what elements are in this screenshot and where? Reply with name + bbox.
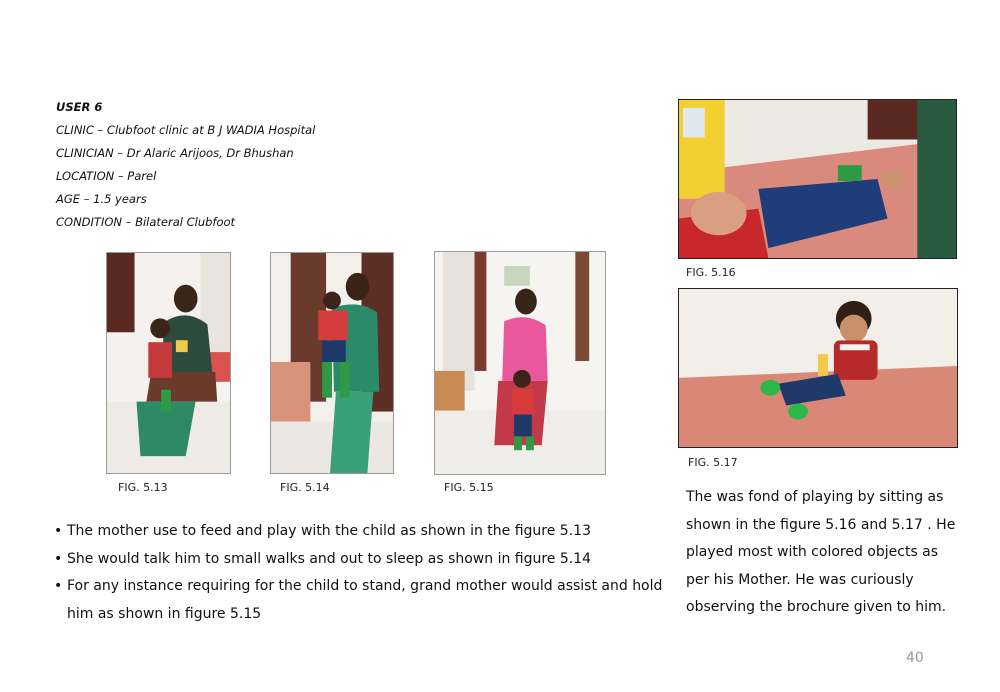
list-item: • She would talk him to small walks and out to sleep as shown in figure 5.14	[54, 546, 674, 574]
list-item: • The mother use to feed and play with the child as shown in the figure 5.13	[54, 518, 674, 546]
observation-paragraph: The was fond of playing by sitting as shown in the figure 5.16 and 5.17 . He played most with colored objects as per his Mother. He was curiously observing the brochure given to him.	[686, 489, 956, 616]
photo-fig-5-13	[106, 252, 231, 474]
caption-fig-5-16: FIG. 5.16	[686, 266, 736, 279]
user-heading: USER 6	[56, 100, 103, 114]
user-info-block	[56, 100, 315, 238]
page-number: 40	[906, 650, 924, 666]
observation-list	[54, 518, 674, 628]
photo-fig-5-16	[678, 99, 957, 259]
photo-fig-5-14	[270, 252, 394, 474]
caption-fig-5-14: FIG. 5.14	[280, 481, 330, 494]
clinic-line: CLINIC – Clubfoot clinic at B J WADIA Hospital	[56, 123, 316, 137]
caption-fig-5-17: FIG. 5.17	[688, 456, 738, 469]
caption-fig-5-15: FIG. 5.15	[444, 481, 494, 494]
age-line: AGE – 1.5 years	[56, 192, 147, 206]
location-line: LOCATION – Parel	[56, 169, 157, 183]
clinician-line: CLINICIAN – Dr Alaric Arijoos, Dr Bhushan	[56, 146, 294, 160]
photo-fig-5-17	[678, 288, 958, 448]
list-item: • For any instance requiring for the child to stand, grand mother would assist and hold him as shown in figure 5.15	[54, 573, 674, 628]
condition-line: CONDITION – Bilateral Clubfoot	[56, 215, 236, 229]
caption-fig-5-13: FIG. 5.13	[118, 481, 168, 494]
photo-fig-5-15	[434, 251, 606, 475]
